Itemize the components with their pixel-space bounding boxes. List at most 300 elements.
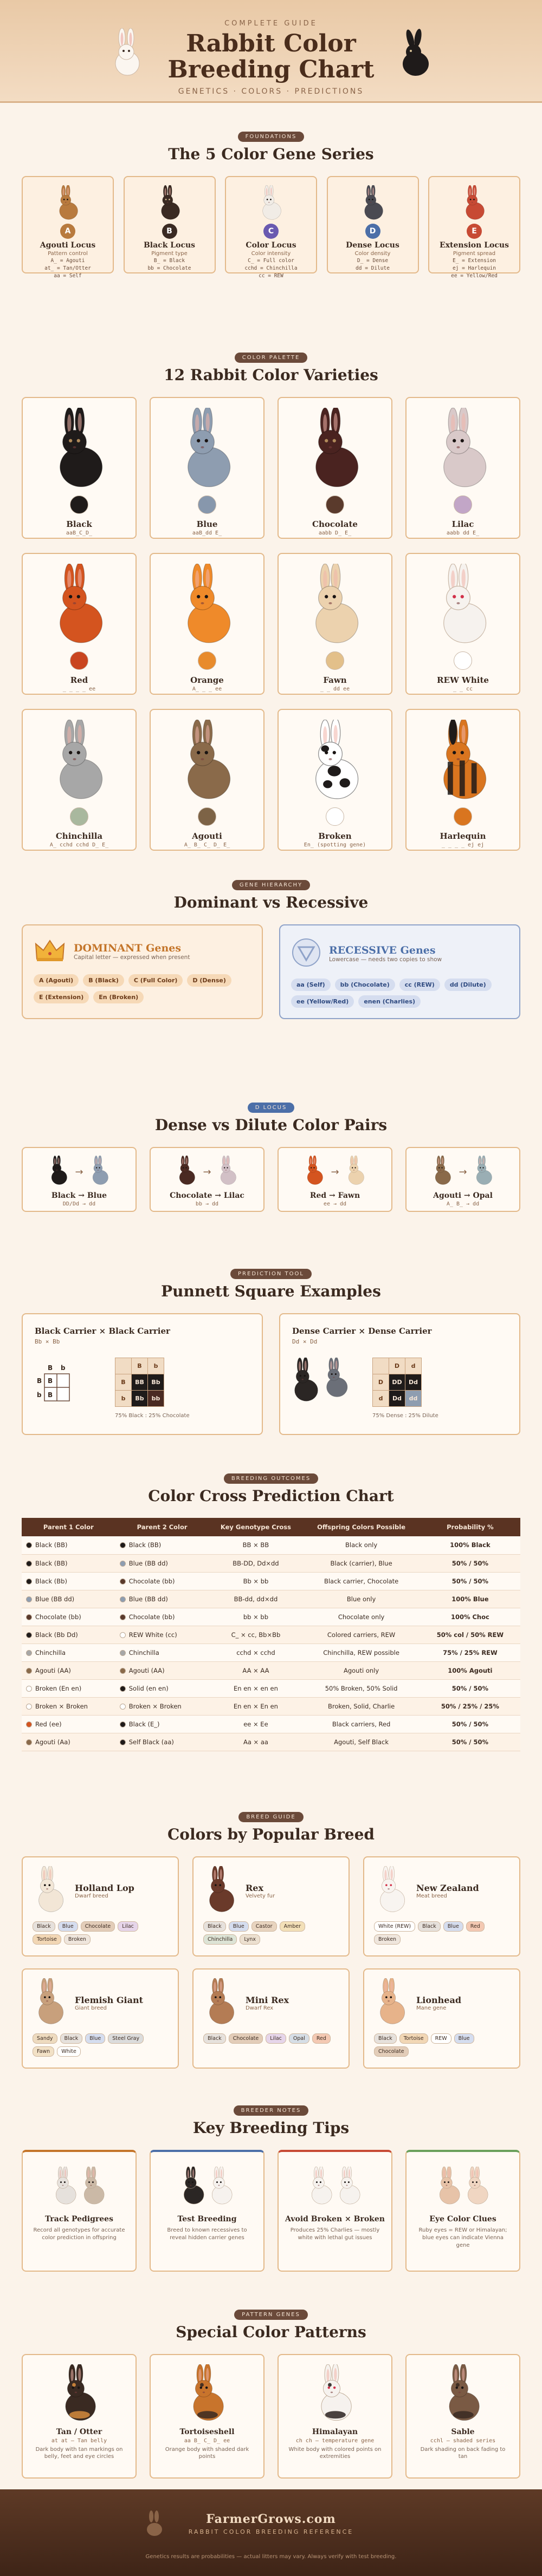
gene-chip: A (Agouti) bbox=[34, 974, 79, 987]
breed-color-chip: Broken bbox=[64, 1934, 91, 1945]
dilute-rabbit-icon bbox=[89, 1156, 111, 1188]
color-swatch bbox=[326, 651, 344, 670]
crown-icon bbox=[34, 937, 66, 966]
pair-card-list bbox=[22, 1147, 520, 1212]
parent2-label: REW White (cc) bbox=[128, 1631, 177, 1639]
breed-name: Rex bbox=[246, 1883, 264, 1893]
patterns-title: Special Color Patterns bbox=[176, 2323, 366, 2341]
probability-cell: 50% col / 50% REW bbox=[420, 1626, 520, 1644]
variety-genotype: A_ cchd cchd D_ E_ bbox=[49, 842, 109, 848]
punnett-card-list bbox=[22, 1313, 520, 1435]
offspring-cell: Chocolate only bbox=[302, 1608, 420, 1626]
punnett-header: b bbox=[148, 1358, 164, 1374]
color-swatch bbox=[198, 651, 216, 670]
breed-card bbox=[22, 1968, 179, 2069]
table-row bbox=[22, 1661, 520, 1679]
tip-name: Avoid Broken × Broken bbox=[285, 2215, 385, 2223]
breed-color-chip: Tortoise bbox=[33, 1934, 61, 1945]
color-dot-icon bbox=[26, 1704, 32, 1710]
breed-card bbox=[192, 1968, 350, 2069]
breed-card bbox=[363, 1968, 520, 2069]
gene-allele: A_ = Agouti bbox=[50, 258, 85, 264]
genotype-cross-cell: AA × AA bbox=[209, 1661, 303, 1679]
breed-color-chip: Black bbox=[60, 2033, 83, 2044]
color-dot-icon bbox=[120, 1739, 126, 1745]
tip-illustration-icon bbox=[406, 2162, 519, 2210]
rabbit-illustration-icon bbox=[23, 406, 136, 492]
tip-card bbox=[150, 2150, 264, 2272]
breeds-title: Colors by Popular Breed bbox=[167, 1825, 375, 1843]
gene-chip: B (Black) bbox=[83, 974, 124, 987]
parent2-label: Self Black (aa) bbox=[128, 1738, 174, 1746]
gene-letter-badge: A bbox=[60, 224, 75, 239]
patterns-section bbox=[0, 2308, 542, 2479]
gene-description: Pigment spread bbox=[453, 251, 496, 257]
gene-description: Color intensity bbox=[251, 251, 291, 257]
gene-allele: B_ = Black bbox=[153, 258, 185, 264]
breed-name: Holland Lop bbox=[75, 1883, 134, 1893]
parent2-cell bbox=[115, 1644, 209, 1661]
color-swatch bbox=[198, 807, 216, 826]
mini-punnett-label: B bbox=[48, 1377, 53, 1385]
breed-color-chip: Red bbox=[466, 1921, 485, 1932]
mini-punnett-diagram bbox=[35, 1363, 73, 1408]
breed-size: Dwarf Rex bbox=[246, 2005, 274, 2011]
table-header-cell: Key Genotype Cross bbox=[209, 1518, 303, 1536]
breed-color-chip: Blue bbox=[443, 1921, 463, 1932]
pattern-rabbit-icon bbox=[406, 2364, 519, 2423]
variety-card bbox=[405, 397, 520, 539]
color-dot-icon bbox=[120, 1650, 126, 1656]
page-footer bbox=[0, 2489, 542, 2576]
parent1-label: Agouti (Aa) bbox=[35, 1738, 70, 1746]
parent1-cell bbox=[22, 1572, 115, 1590]
recessive-card bbox=[279, 924, 520, 1019]
pattern-description: Orange body with shaded dark points bbox=[165, 2447, 249, 2460]
breed-size: Giant breed bbox=[75, 2005, 107, 2011]
punnett-card-title: Dense Carrier × Dense Carrier bbox=[292, 1326, 432, 1336]
probability-cell: 50% / 25% / 25% bbox=[420, 1697, 520, 1715]
offspring-cell: Black carriers, Red bbox=[302, 1715, 420, 1733]
parent2-label: Chocolate (bb) bbox=[128, 1613, 175, 1621]
breed-card bbox=[363, 1856, 520, 1957]
parent1-label: Chocolate (bb) bbox=[35, 1613, 81, 1621]
rabbit-illustration-icon bbox=[125, 185, 215, 221]
breed-color-chip: Opal bbox=[289, 2033, 309, 2044]
dilute-section bbox=[0, 1101, 542, 1212]
punnett-cross: Dd × Dd bbox=[292, 1338, 318, 1345]
tip-illustration-icon bbox=[23, 2162, 136, 2210]
gene-description: Pigment type bbox=[151, 251, 188, 257]
variety-genotype: A_ _ _ ee bbox=[192, 686, 222, 692]
probability-cell: 50% / 50% bbox=[420, 1554, 520, 1572]
variety-name: Lilac bbox=[451, 519, 474, 529]
pattern-card bbox=[405, 2354, 520, 2479]
rabbit-illustration-icon bbox=[151, 406, 263, 492]
arrow-right-icon: → bbox=[459, 1166, 467, 1178]
arrow-right-icon: → bbox=[203, 1166, 211, 1178]
table-header-cell: Probability % bbox=[420, 1518, 520, 1536]
punnett-cell: DD bbox=[389, 1374, 405, 1391]
variety-genotype: aaB_dd E_ bbox=[192, 530, 222, 536]
rabbit-illustration-icon bbox=[328, 185, 418, 221]
rabbit-illustration-icon bbox=[279, 406, 391, 492]
tip-name: Eye Color Clues bbox=[429, 2215, 496, 2223]
offspring-cell: Colored carriers, REW bbox=[302, 1626, 420, 1644]
variety-genotype: aabb dd E_ bbox=[446, 530, 480, 536]
pair-name: Chocolate → Lilac bbox=[170, 1191, 244, 1200]
parent2-label: Agouti (AA) bbox=[128, 1666, 165, 1674]
breed-color-chip: Blue bbox=[454, 2033, 474, 2044]
breed-size: Velvety fur bbox=[246, 1893, 275, 1899]
breed-color-chip: REW bbox=[431, 2033, 451, 2044]
variety-genotype: _ _ _ _ ej ej bbox=[441, 842, 485, 848]
rabbit-illustration-icon bbox=[406, 718, 519, 804]
rabbit-illustration-icon bbox=[429, 185, 519, 221]
pair-card bbox=[150, 1147, 264, 1212]
variety-name: Orange bbox=[190, 675, 224, 685]
punnett-card bbox=[22, 1313, 263, 1435]
gene-chip: aa (Self) bbox=[291, 979, 331, 991]
color-dot-icon bbox=[120, 1596, 126, 1602]
breed-rabbit-icon bbox=[33, 1866, 67, 1916]
color-dot-icon bbox=[26, 1632, 32, 1638]
breed-name: Flemish Giant bbox=[75, 1995, 143, 2005]
variety-name: Red bbox=[70, 675, 88, 685]
pair-name: Black → Blue bbox=[51, 1191, 107, 1200]
probability-cell: 50% / 50% bbox=[420, 1715, 520, 1733]
gene-card bbox=[124, 176, 216, 273]
gene-card bbox=[22, 176, 114, 279]
breed-rabbit-icon bbox=[33, 1978, 67, 2028]
variety-genotype: aabb D_ E_ bbox=[318, 530, 352, 536]
punnett-card bbox=[279, 1313, 520, 1435]
color-dot-icon bbox=[26, 1614, 32, 1620]
offspring-cell: Black (carrier), Blue bbox=[302, 1554, 420, 1572]
gene-chip: cc (REW) bbox=[399, 979, 440, 991]
probability-cell: 50% / 50% bbox=[420, 1733, 520, 1751]
color-dot-icon bbox=[26, 1686, 32, 1692]
breed-color-chip: Blue bbox=[58, 1921, 78, 1932]
parent1-cell bbox=[22, 1554, 115, 1572]
pattern-rabbit-icon bbox=[151, 2364, 263, 2423]
punnett-cell: Dd bbox=[389, 1391, 405, 1407]
breed-name: Lionhead bbox=[416, 1995, 461, 2005]
punnett-cross: Bb × Bb bbox=[35, 1338, 60, 1345]
color-dot-icon bbox=[120, 1579, 126, 1584]
breed-color-chip: Tortoise bbox=[399, 2033, 428, 2044]
gene-name: Agouti Locus bbox=[40, 241, 96, 250]
varieties-badge: COLOR PALETTE bbox=[235, 353, 308, 363]
breed-rabbit-icon bbox=[203, 1866, 238, 1916]
gene-chip: dd (Dilute) bbox=[444, 979, 492, 991]
gene-description: Color density bbox=[354, 251, 391, 257]
gene-allele: at_ = Tan/Otter bbox=[44, 265, 91, 271]
tip-illustration-icon bbox=[279, 2162, 391, 2210]
variety-card bbox=[150, 709, 264, 851]
color-swatch bbox=[454, 495, 472, 514]
prediction-badge: BREEDING OUTCOMES bbox=[224, 1473, 318, 1484]
breed-color-chip: White (REW) bbox=[374, 1921, 415, 1932]
color-swatch bbox=[326, 807, 344, 826]
gene-name: Black Locus bbox=[143, 241, 196, 250]
prediction-header-row bbox=[22, 1518, 520, 1536]
variety-genotype: _ _ cc bbox=[453, 686, 473, 692]
parent1-cell bbox=[22, 1679, 115, 1697]
color-dot-icon bbox=[26, 1542, 32, 1548]
black-rabbit-icon bbox=[398, 28, 431, 79]
offspring-cell: Agouti only bbox=[302, 1661, 420, 1679]
gene-description: Pattern control bbox=[48, 251, 88, 257]
pattern-description: Dark body with tan markings on belly, feet and eye circles bbox=[35, 2447, 123, 2460]
punnett-section bbox=[0, 1267, 542, 1435]
gene-chip: enen (Charlies) bbox=[358, 995, 421, 1008]
parent1-cell bbox=[22, 1590, 115, 1608]
punnett-header: d bbox=[405, 1358, 422, 1374]
variety-name: Chinchilla bbox=[55, 831, 103, 841]
parent2-label: Black (BB) bbox=[128, 1541, 162, 1549]
genotype-cross-cell: Aa × aa bbox=[209, 1733, 303, 1751]
color-dot-icon bbox=[26, 1561, 32, 1567]
varieties-title: 12 Rabbit Color Varieties bbox=[164, 366, 378, 384]
parent1-cell bbox=[22, 1661, 115, 1679]
footer-tagline: RABBIT COLOR BREEDING REFERENCE bbox=[188, 2528, 354, 2535]
color-dot-icon bbox=[120, 1632, 126, 1638]
color-dot-icon bbox=[120, 1561, 126, 1567]
color-swatch bbox=[326, 495, 344, 514]
dominant-chip-list bbox=[34, 974, 251, 1003]
color-swatch bbox=[70, 495, 88, 514]
triangle-down-icon bbox=[291, 937, 321, 970]
parent1-cell bbox=[22, 1644, 115, 1661]
gene-chip: bb (Chocolate) bbox=[335, 979, 395, 991]
color-dot-icon bbox=[26, 1650, 32, 1656]
rabbit-illustration-icon bbox=[406, 406, 519, 492]
breed-color-chip: Lynx bbox=[240, 1934, 260, 1945]
gene-letter-badge: E bbox=[467, 224, 482, 239]
punnett-header: D bbox=[389, 1358, 405, 1374]
pair-name: Agouti → Opal bbox=[433, 1191, 493, 1200]
variety-name: Fawn bbox=[323, 675, 347, 685]
gene-letter-badge: C bbox=[263, 224, 279, 239]
probability-cell: 50% / 50% bbox=[420, 1679, 520, 1697]
parent1-cell bbox=[22, 1536, 115, 1554]
parent2-cell bbox=[115, 1661, 209, 1679]
punnett-cell: Dd bbox=[405, 1374, 422, 1391]
pattern-card bbox=[278, 2354, 392, 2479]
punnett-badge: PREDICTION TOOL bbox=[230, 1269, 312, 1279]
genes-badge: FOUNDATIONS bbox=[238, 132, 305, 142]
table-row bbox=[22, 1608, 520, 1626]
gene-card bbox=[225, 176, 317, 279]
breed-name: New Zealand bbox=[416, 1883, 479, 1893]
gene-allele: E_ = Extension bbox=[452, 258, 496, 264]
parent2-cell bbox=[115, 1572, 209, 1590]
hierarchy-section bbox=[0, 878, 542, 1019]
tip-description: Ruby eyes = REW or Himalayan; blue eyes can indicate Vienna gene bbox=[418, 2227, 507, 2248]
punnett-cell: dd bbox=[405, 1391, 422, 1407]
color-swatch bbox=[454, 651, 472, 670]
breed-color-chip: Chocolate bbox=[374, 2046, 409, 2057]
variety-name: REW White bbox=[437, 675, 489, 685]
breed-rabbit-icon bbox=[374, 1866, 409, 1916]
color-dot-icon bbox=[120, 1542, 126, 1548]
tip-card bbox=[405, 2150, 520, 2272]
pattern-name: Sable bbox=[451, 2428, 475, 2436]
parent2-cell bbox=[115, 1536, 209, 1554]
tips-badge: BREEDER NOTES bbox=[234, 2105, 309, 2116]
parent1-label: Blue (BB dd) bbox=[35, 1595, 75, 1603]
breed-color-chip: Chinchilla bbox=[203, 1934, 237, 1945]
color-dot-icon bbox=[26, 1668, 32, 1674]
punnett-square bbox=[115, 1358, 164, 1407]
table-row bbox=[22, 1554, 520, 1572]
tips-section bbox=[0, 2104, 542, 2272]
prediction-title: Color Cross Prediction Chart bbox=[148, 1487, 394, 1505]
dense-rabbit-icon bbox=[304, 1156, 325, 1188]
punnett-result: 75% Dense : 25% Dilute bbox=[372, 1413, 438, 1419]
header-subtitle: GENETICS · COLORS · PREDICTIONS bbox=[178, 87, 364, 96]
color-swatch bbox=[198, 495, 216, 514]
parent1-label: Black (BB) bbox=[35, 1559, 68, 1567]
breed-color-chip: White bbox=[57, 2046, 81, 2057]
offspring-cell: Blue only bbox=[302, 1590, 420, 1608]
rabbit-illustration-icon bbox=[151, 718, 263, 804]
mini-punnett-label: b bbox=[37, 1391, 42, 1399]
dilute-rabbit-icon bbox=[473, 1156, 494, 1188]
mini-punnett-label: B bbox=[48, 1364, 53, 1372]
parent1-cell bbox=[22, 1626, 115, 1644]
breed-color-chip: Castor bbox=[251, 1921, 277, 1932]
breed-color-chip: Lilac bbox=[266, 2033, 286, 2044]
color-dot-icon bbox=[120, 1686, 126, 1692]
gene-chip: ee (Yellow/Red) bbox=[291, 995, 354, 1008]
gene-name: Dense Locus bbox=[346, 241, 399, 250]
breed-rabbit-icon bbox=[203, 1978, 238, 2028]
parent1-label: Black (Bb) bbox=[35, 1577, 67, 1585]
pattern-genotype: cchl — shaded series bbox=[430, 2438, 496, 2444]
parent2-label: Broken × Broken bbox=[128, 1702, 182, 1710]
varieties-section bbox=[0, 351, 542, 851]
pair-genotype: bb → dd bbox=[195, 1201, 219, 1207]
rabbit-illustration-icon bbox=[151, 562, 263, 648]
variety-name: Harlequin bbox=[440, 831, 486, 841]
table-row bbox=[22, 1536, 520, 1554]
punnett-cell: bb bbox=[148, 1391, 164, 1407]
gene-letter-badge: B bbox=[162, 224, 177, 239]
probability-cell: 100% Black bbox=[420, 1536, 520, 1554]
patterns-badge: PATTERN GENES bbox=[234, 2310, 308, 2320]
tips-title: Key Breeding Tips bbox=[192, 2119, 350, 2137]
variety-genotype: aaB_C_D_ bbox=[66, 530, 93, 536]
rabbit-illustration-icon bbox=[23, 562, 136, 648]
gene-name: Extension Locus bbox=[440, 241, 509, 250]
parent2-label: Chocolate (bb) bbox=[128, 1577, 175, 1585]
parent1-cell bbox=[22, 1715, 115, 1733]
color-dot-icon bbox=[26, 1596, 32, 1602]
genes-section bbox=[0, 130, 542, 279]
pattern-genotype: at at — Tan belly bbox=[51, 2438, 107, 2444]
table-header-cell: Offspring Colors Possible bbox=[302, 1518, 420, 1536]
pair-card bbox=[22, 1147, 137, 1212]
parent2-cell bbox=[115, 1715, 209, 1733]
probability-cell: 100% Blue bbox=[420, 1590, 520, 1608]
mini-punnett-label: B bbox=[37, 1377, 42, 1385]
gene-chip: En (Broken) bbox=[93, 991, 144, 1003]
hierarchy-title: Dominant vs Recessive bbox=[173, 894, 369, 911]
pattern-card bbox=[150, 2354, 264, 2479]
pattern-rabbit-icon bbox=[23, 2364, 136, 2423]
rabbit-illustration-icon bbox=[279, 562, 391, 648]
breed-color-chip: Black bbox=[374, 2033, 397, 2044]
pattern-description: White body with colored points on extremities bbox=[288, 2447, 382, 2460]
page-title bbox=[0, 31, 542, 83]
variety-card bbox=[278, 553, 392, 695]
dense-rabbit-icon bbox=[431, 1156, 453, 1188]
parent2-cell bbox=[115, 1590, 209, 1608]
gene-allele: cchd = Chinchilla bbox=[244, 265, 298, 271]
variety-genotype: En_ (spotting gene) bbox=[304, 842, 366, 848]
parent1-label: Broken × Broken bbox=[35, 1702, 88, 1710]
parent1-label: Black (BB) bbox=[35, 1541, 68, 1549]
footer-site-name[interactable]: FarmerGrows.com bbox=[206, 2512, 336, 2526]
rabbit-illustration-icon bbox=[23, 718, 136, 804]
parent1-cell bbox=[22, 1697, 115, 1715]
genotype-cross-cell: BB-DD, Dd×dd bbox=[209, 1554, 303, 1572]
color-swatch bbox=[454, 807, 472, 826]
variety-genotype: _ _ _ _ ee bbox=[62, 686, 96, 692]
offspring-cell: Broken, Solid, Charlie bbox=[302, 1697, 420, 1715]
recessive-chip-list bbox=[291, 979, 508, 1008]
variety-card bbox=[150, 553, 264, 695]
breed-color-chip: Black bbox=[33, 1921, 55, 1932]
variety-name: Black bbox=[66, 519, 92, 529]
title-line-1: Rabbit Color bbox=[186, 30, 356, 57]
mini-punnett-label: b bbox=[61, 1364, 66, 1372]
parent1-label: Black (Bb Dd) bbox=[35, 1631, 78, 1639]
breed-name: Mini Rex bbox=[246, 1995, 289, 2005]
dilute-rabbit-icon bbox=[345, 1156, 366, 1188]
parent2-cell bbox=[115, 1697, 209, 1715]
table-row bbox=[22, 1626, 520, 1644]
breed-rabbit-icon bbox=[374, 1978, 409, 2028]
genotype-cross-cell: Bb × bb bbox=[209, 1572, 303, 1590]
genotype-cross-cell: cchd × cchd bbox=[209, 1644, 303, 1661]
parent2-label: Black (E_) bbox=[128, 1720, 160, 1728]
parent2-label: Blue (BB dd) bbox=[128, 1559, 168, 1567]
parent1-cell bbox=[22, 1608, 115, 1626]
variety-card-list bbox=[22, 397, 520, 851]
variety-name: Blue bbox=[196, 519, 218, 529]
breed-color-chip: Sandy bbox=[33, 2033, 57, 2044]
punnett-header: D bbox=[373, 1374, 389, 1391]
gene-allele: cc = REW bbox=[259, 273, 283, 279]
parent2-cell bbox=[115, 1626, 209, 1644]
table-header-cell: Parent 2 Color bbox=[115, 1518, 209, 1536]
tip-description: Record all genotypes for accurate color prediction in offspring bbox=[33, 2227, 125, 2241]
rabbit-illustration-icon bbox=[406, 562, 519, 648]
pair-card bbox=[405, 1147, 520, 1212]
variety-name: Agouti bbox=[192, 831, 222, 841]
dominant-sub: Capital letter — expressed when present bbox=[74, 954, 190, 961]
color-dot-icon bbox=[26, 1739, 32, 1745]
dilute-badge: D LOCUS bbox=[248, 1103, 295, 1113]
parent2-label: Blue (BB dd) bbox=[128, 1595, 168, 1603]
pattern-name: Himalayan bbox=[312, 2428, 358, 2436]
genotype-cross-cell: C_ × cc, Bb×Bb bbox=[209, 1626, 303, 1644]
pattern-description: Dark shading on back fading to tan bbox=[420, 2447, 506, 2460]
table-row bbox=[22, 1644, 520, 1661]
